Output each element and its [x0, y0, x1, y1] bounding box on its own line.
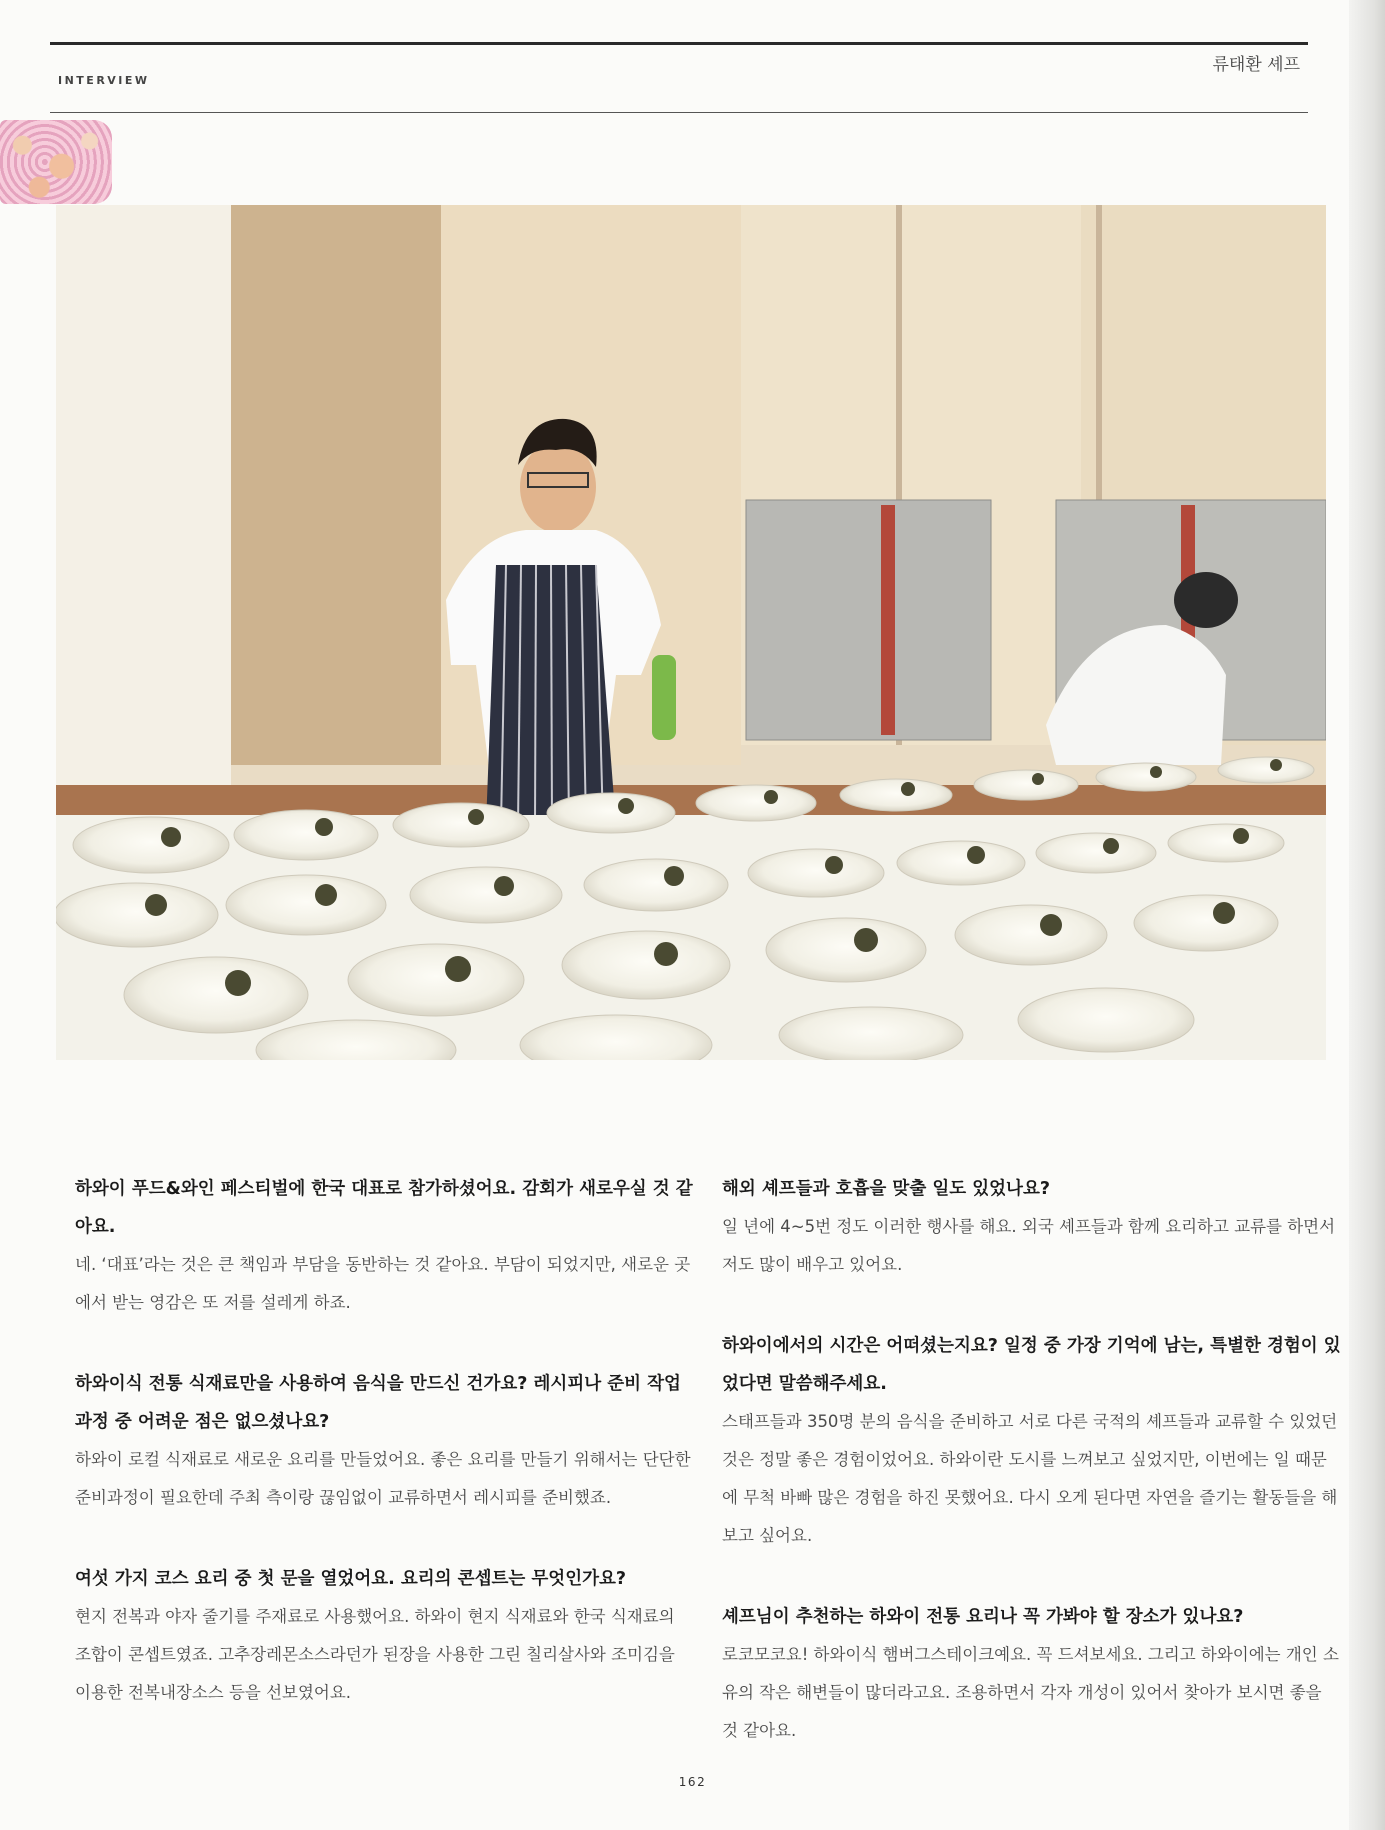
- qa-block: [75, 1560, 695, 1712]
- header-rule-bottom: [50, 112, 1308, 113]
- qa-block: [75, 1365, 695, 1517]
- decorative-pattern: [0, 120, 112, 204]
- question: 하와이에서의 시간은 어떠셨는지요? 일정 중 가장 기억에 남는, 특별한 경험이 있었다면 말씀해주세요.: [722, 1336, 1341, 1394]
- header-rule-top: [50, 42, 1308, 45]
- photo-illustration: [56, 205, 1326, 1060]
- answer: 로코모코요! 하와이식 햄버그스테이크예요. 꼭 드셔보세요. 그리고 하와이에는 개인 소유의 작은 해변들이 많더라고요. 조용하면서 각자 개성이 있어서 찾아가 보시면 좋을 것 같아요.: [722, 1645, 1339, 1740]
- interview-subject: 류태환 셰프: [1212, 55, 1300, 75]
- answer: 현지 전복과 야자 줄기를 주재료로 사용했어요. 하와이 현지 식재료와 한국 식재료의 조합이 콘셉트였죠. 고추장레몬소스라던가 된장을 사용한 그린 칠리살사와 조미김을 이용한 전복내장소스 등을 선보였어요.: [75, 1607, 675, 1702]
- answer: 스태프들과 350명 분의 음식을 준비하고 서로 다른 국적의 셰프들과 교류할 수 있었던 것은 정말 좋은 경험이었어요. 하와이란 도시를 느껴보고 싶었지만, 이번에는 일 때문에 무척 바빠 많은 경험을 하진 못했어요. 다시 오게 된다면 자연을 즐기는 활동들을 해보고 싶어요.: [722, 1412, 1338, 1545]
- right-column: [722, 1170, 1342, 1793]
- question: 해외 셰프들과 호흡을 맞출 일도 있었나요?: [722, 1179, 1050, 1199]
- question: 하와이식 전통 식재료만을 사용하여 음식을 만드신 건가요? 레시피나 준비 작업 과정 중 어려운 점은 없으셨나요?: [75, 1374, 681, 1432]
- kitchen-photo: [56, 205, 1326, 1060]
- qa-block: [75, 1170, 695, 1322]
- question: 셰프님이 추천하는 하와이 전통 요리나 꼭 가봐야 할 장소가 있나요?: [722, 1607, 1244, 1627]
- left-column: [75, 1170, 695, 1755]
- qa-block: [722, 1170, 1342, 1284]
- answer: 일 년에 4~5번 정도 이러한 행사를 해요. 외국 셰프들과 함께 요리하고 교류를 하면서 저도 많이 배우고 있어요.: [722, 1217, 1336, 1274]
- question: 하와이 푸드&와인 페스티벌에 한국 대표로 참가하셨어요. 감회가 새로우실 것 같아요.: [75, 1179, 693, 1237]
- qa-block: [722, 1327, 1342, 1555]
- section-label: INTERVIEW: [58, 74, 150, 87]
- question: 여섯 가지 코스 요리 중 첫 문을 열었어요. 요리의 콘셉트는 무엇인가요?: [75, 1569, 627, 1589]
- answer: 하와이 로컬 식재료로 새로운 요리를 만들었어요. 좋은 요리를 만들기 위해서는 단단한 준비과정이 필요한데 주최 측이랑 끊임없이 교류하면서 레시피를 준비했죠.: [75, 1450, 691, 1507]
- answer: 네. ‘대표’라는 것은 큰 책임과 부담을 동반하는 것 같아요. 부담이 되었지만, 새로운 곳에서 받는 영감은 또 저를 설레게 하죠.: [75, 1255, 691, 1312]
- page-number: 162: [678, 1775, 707, 1789]
- page-edge-shadow: [1349, 0, 1385, 1830]
- qa-block: [722, 1598, 1342, 1750]
